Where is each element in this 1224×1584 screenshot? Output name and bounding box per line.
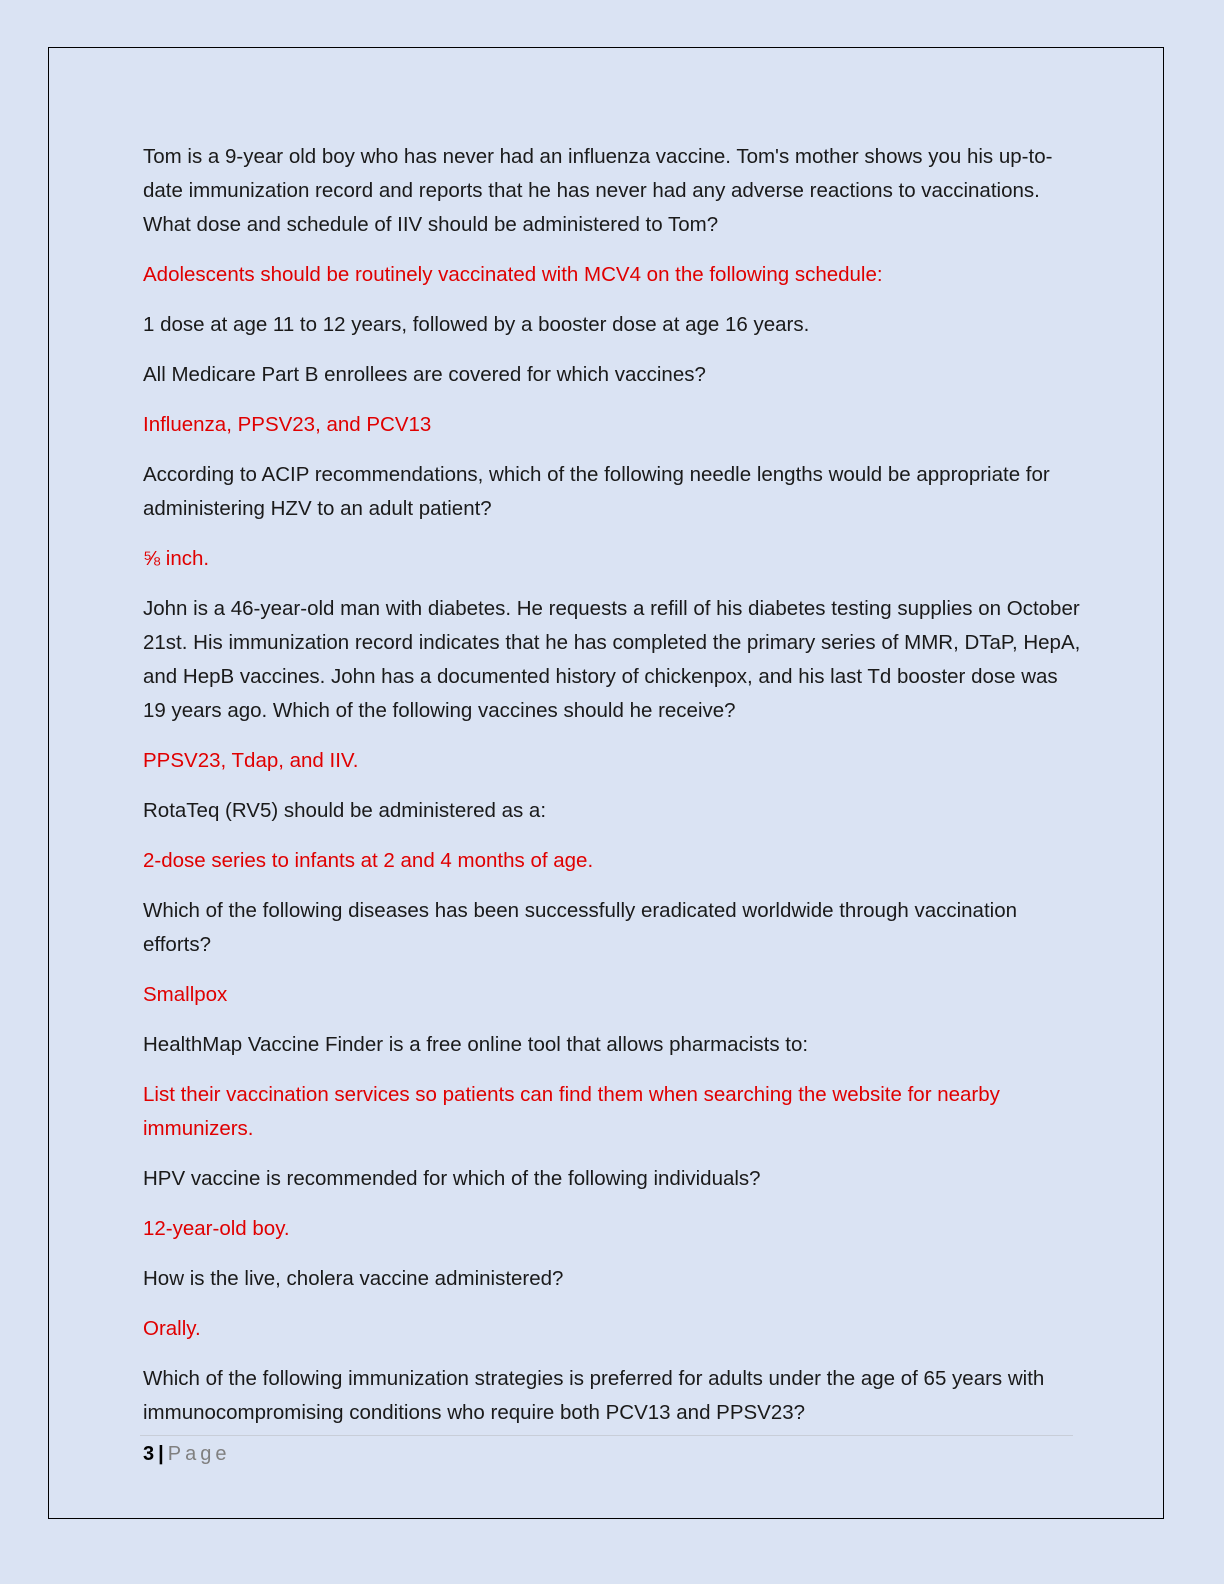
question-paragraph: Which of the following diseases has been successfully eradicated worldwide through vaccination efforts? — [143, 899, 1018, 956]
answer-paragraph: Adolescents should be routinely vaccinated with MCV4 on the following schedule: — [143, 263, 883, 286]
answer-paragraph: Orally. — [143, 1317, 201, 1340]
page-number: 3 — [143, 1443, 155, 1465]
footer-divider — [140, 1435, 1073, 1436]
footer-separator: | — [158, 1443, 164, 1465]
answer-paragraph: 2-dose series to infants at 2 and 4 months of age. — [143, 849, 594, 872]
question-paragraph: All Medicare Part B enrollees are covered for which vaccines? — [143, 363, 706, 386]
question-paragraph: RotaTeq (RV5) should be administered as a: — [143, 799, 547, 822]
question-paragraph: Tom is a 9-year old boy who has never had an influenza vaccine. Tom's mother shows you his up-to-date immunization record and reports that he has never had any adverse reactions to vaccinations. What dose and schedule of IIV should be administered to Tom? — [143, 145, 1053, 236]
question-paragraph: According to ACIP recommendations, which of the following needle lengths would be appropriate for administering HZV to an adult patient? — [143, 463, 1050, 520]
page-label: Page — [167, 1443, 231, 1465]
question-paragraph: HealthMap Vaccine Finder is a free online tool that allows pharmacists to: — [143, 1033, 809, 1056]
answer-paragraph: 12-year-old boy. — [143, 1217, 290, 1240]
question-paragraph: 1 dose at age 11 to 12 years, followed by a booster dose at age 16 years. — [143, 313, 810, 336]
answer-paragraph: PPSV23, Tdap, and IIV. — [143, 749, 359, 772]
question-paragraph: How is the live, cholera vaccine administered? — [143, 1267, 564, 1290]
answer-paragraph: ⅝ inch. — [143, 547, 210, 570]
document-body — [143, 140, 1083, 1446]
question-paragraph: HPV vaccine is recommended for which of the following individuals? — [143, 1167, 761, 1190]
answer-paragraph: Smallpox — [143, 983, 228, 1006]
page-footer — [143, 1440, 230, 1468]
question-paragraph: Which of the following immunization strategies is preferred for adults under the age of 65 years with immunocompromising conditions who require both PCV13 and PPSV23? — [143, 1367, 1045, 1424]
answer-paragraph: List their vaccination services so patients can find them when searching the website for nearby immunizers. — [143, 1083, 1000, 1140]
question-paragraph: John is a 46-year-old man with diabetes. He requests a refill of his diabetes testing supplies on October 21st. His immunization record indicates that he has completed the primary series of MMR, DTaP, HepA, and HepB vaccines. John has a documented history of chickenpox, and his last Td booster dose was 19 years ago. Which of the following vaccines should he receive? — [143, 597, 1081, 722]
answer-paragraph: Influenza, PPSV23, and PCV13 — [143, 413, 432, 436]
